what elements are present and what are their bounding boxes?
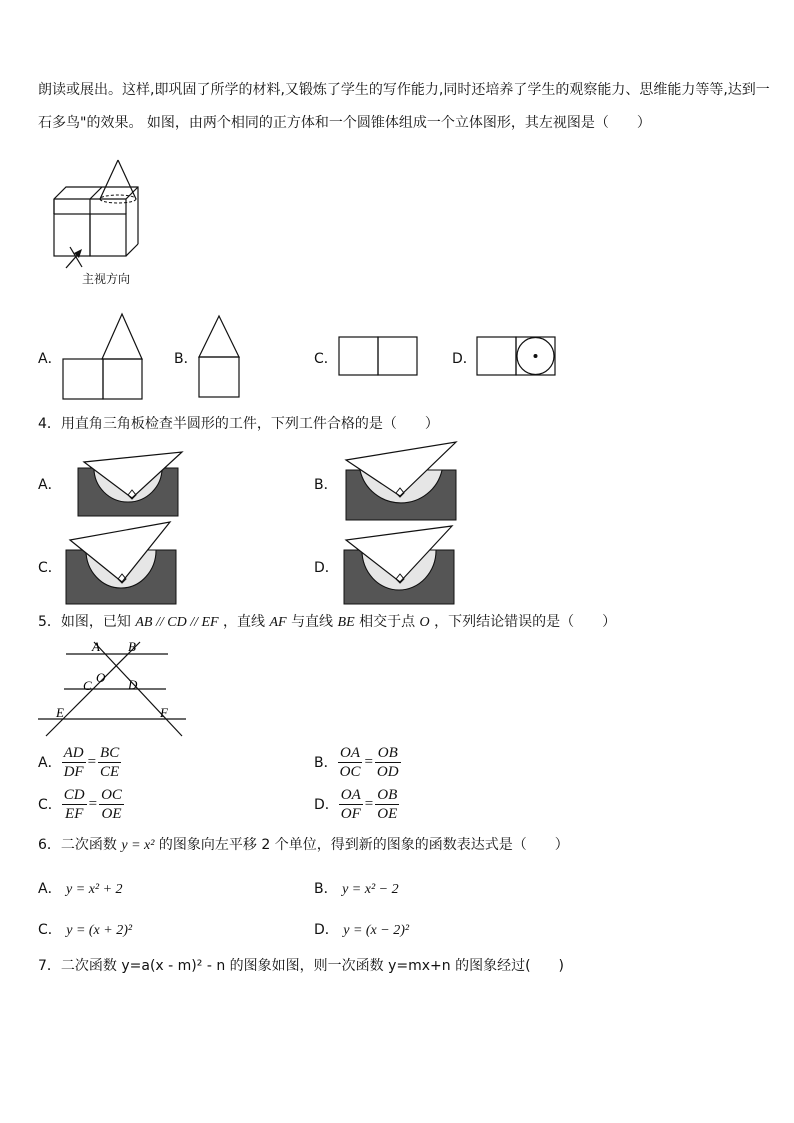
label-b: B <box>128 639 136 654</box>
denominator: EF <box>65 805 84 822</box>
q3-option-a-label: A． <box>38 351 62 367</box>
equals-sign: = <box>364 753 373 770</box>
fraction <box>99 786 124 823</box>
fraction <box>62 744 86 781</box>
q6-option-d <box>314 919 409 939</box>
denominator: OE <box>377 805 398 822</box>
q4-option-a-figure <box>74 450 184 522</box>
q5-line-af: AF <box>269 615 287 630</box>
q4-option-b-label: B． <box>314 477 338 493</box>
q3-option-c-label: C． <box>314 351 338 367</box>
label-a: A <box>92 639 100 654</box>
q6-text <box>38 835 569 856</box>
option-label: A． <box>38 881 62 897</box>
option-expression: y = (x − 2)² <box>343 923 410 938</box>
option-expression: y = x² + 2 <box>66 882 123 897</box>
q6-option-b <box>314 878 399 898</box>
q5-text-mid2: 与直线 <box>291 614 334 630</box>
label-c: C <box>83 678 92 693</box>
denominator: DF <box>63 763 84 780</box>
fraction <box>338 744 363 781</box>
numerator: OC <box>101 786 122 803</box>
q5-text-mid3: 相交于点 <box>359 614 416 630</box>
q5-option-c <box>38 784 124 824</box>
option-label: A． <box>38 755 62 771</box>
q3-solid-figure <box>40 155 150 245</box>
view-direction-label: 主视方向 <box>82 272 131 286</box>
q5-line-be: BE <box>337 615 355 630</box>
label-d: D <box>128 677 138 692</box>
option-label: D． <box>314 797 339 813</box>
fraction <box>375 786 399 823</box>
q5-text-pre: 5．如图，已知 <box>38 614 131 630</box>
q3-option-c-figure <box>338 336 420 378</box>
q5-point-o: O <box>419 615 430 630</box>
q6-option-a <box>38 878 123 898</box>
q6-option-c <box>38 919 132 939</box>
q4-option-c-figure <box>64 520 178 606</box>
numerator: OB <box>375 744 401 763</box>
q3-option-b-figure <box>198 314 242 400</box>
q4-option-c-label: C． <box>38 560 62 576</box>
denominator: CE <box>100 763 120 780</box>
numerator: BC <box>100 744 120 761</box>
q5-text-mid1: ，直线 <box>223 614 266 630</box>
label-o: O <box>96 670 106 685</box>
numerator: CD <box>63 786 85 803</box>
option-expression: y = (x + 2)² <box>66 923 133 938</box>
q4-option-b-figure <box>344 440 458 522</box>
q4-text: 4．用直角三角板检查半圆形的工件，下列工件合格的是（ ） <box>38 416 439 432</box>
denominator: OD <box>376 763 399 780</box>
denominator: OE <box>101 805 122 822</box>
q7-text: 7．二次函数 y=a(x - m)² - n 的图象如图，则一次函数 y=mx+n 的图象经过( ) <box>38 958 565 974</box>
q5-parallel-lines-figure <box>36 638 188 738</box>
equals-sign: = <box>364 795 374 812</box>
q5-parallel-statement: AB // CD // EF <box>135 615 219 630</box>
q5-option-b <box>314 742 401 782</box>
numerator: OA <box>340 786 361 803</box>
q5-text <box>38 612 616 633</box>
q4-option-a-label: A． <box>38 477 62 493</box>
q6-text-pre: 6．二次函数 <box>38 837 117 853</box>
q5-option-a <box>38 742 121 782</box>
equals-sign: = <box>87 753 97 770</box>
fraction <box>375 744 401 781</box>
q4-option-d-label: D． <box>314 560 339 576</box>
view-direction-arrow <box>62 248 92 272</box>
q3-option-d-figure <box>476 336 558 378</box>
option-label: B． <box>314 755 338 771</box>
q3-option-d-label: D． <box>452 351 477 367</box>
q3-text-line1: 朗读或展出。这样,即巩固了所学的材料,又锻炼了学生的写作能力,同时还培养了学生的观察能力、思维能力等等,达到一 <box>38 82 770 98</box>
q4-option-d-figure <box>342 524 456 606</box>
q5-text-post: ，下列结论错误的是（ ） <box>434 614 617 630</box>
label-f: F <box>160 705 168 720</box>
label-e: E <box>56 705 64 720</box>
q5-option-d <box>314 784 399 824</box>
numerator: OB <box>377 786 398 803</box>
option-label: D． <box>314 922 339 938</box>
numerator: AD <box>63 744 84 761</box>
q3-option-b-label: B． <box>174 351 198 367</box>
q3-option-a-figure <box>62 312 144 402</box>
option-expression: y = x² − 2 <box>342 882 399 897</box>
q6-text-post: 的图象向左平移 2 个单位，得到新的图象的函数表达式是（ ） <box>158 837 569 853</box>
fraction <box>339 786 363 823</box>
fraction <box>62 786 87 823</box>
denominator: OC <box>339 763 361 780</box>
option-label: C． <box>38 797 62 813</box>
denominator: OF <box>340 805 361 822</box>
q6-function: y = x² <box>121 838 155 853</box>
q3-text-line2: 石多鸟"的效果。 如图，由两个相同的正方体和一个圆锥体组成一个立体图形，其左视图是（ ） <box>38 115 651 131</box>
fraction <box>98 744 121 781</box>
option-label: C． <box>38 922 62 938</box>
option-label: B． <box>314 881 338 897</box>
numerator: OA <box>338 744 363 763</box>
equals-sign: = <box>88 795 98 812</box>
